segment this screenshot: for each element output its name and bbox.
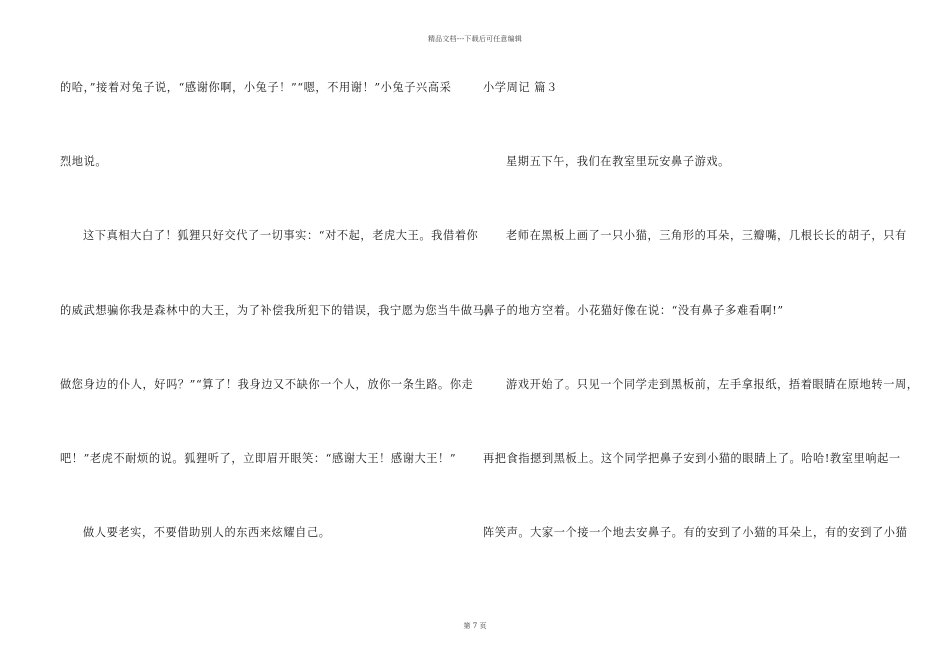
- paragraph-line: 游戏开始了。只见一个同学走到黑板前，左手拿报纸，捂着眼睛在原地转一周，: [506, 378, 919, 391]
- paragraph-line: 再把食指摁到黑板上。这个同学把鼻子安到小猫的眼睛上了。哈哈!教室里响起一: [483, 452, 901, 465]
- paragraph-line: 的哈，”接着对兔子说，“感谢你啊，小兔子！”“嗯，不用谢！”小兔子兴高采: [60, 81, 452, 94]
- paragraph-line: 星期五下午，我们在教室里玩安鼻子游戏。: [506, 155, 730, 168]
- paragraph-line: 做您身边的仆人，好吗？”“算了！我身边又不缺你一个人，放你一条生路。你走: [60, 378, 474, 391]
- paragraph-line: 吧！”老虎不耐烦的说。狐狸听了，立即眉开眼笑：“感谢大王！感谢大王！”: [60, 452, 457, 465]
- section-heading: 小学周记 篇３: [483, 81, 558, 94]
- page-header: 精品文档---下载后可任意编辑: [427, 35, 523, 43]
- paragraph-line: 的威武想骗你我是森林中的大王，为了补偿我所犯下的错误，我宁愿为您当牛做马，: [60, 304, 497, 317]
- paragraph-line: 阵笑声。大家一个接一个地去安鼻子。有的安到了小猫的耳朵上，有的安到了小猫: [483, 526, 908, 539]
- page-number: 第 7 页: [463, 622, 487, 630]
- paragraph-line: 鼻子的地方空着。小花猫好像在说：“没有鼻子多难看啊!”: [483, 304, 784, 317]
- paragraph-line: 做人要老实，不要借助别人的东西来炫耀自己。: [83, 526, 331, 539]
- paragraph-line: 烈地说。: [60, 155, 108, 168]
- paragraph-line: 老师在黑板上画了一只小猫，三角形的耳朵，三瓣嘴，几根长长的胡子，只有: [506, 229, 907, 242]
- paragraph-line: 这下真相大白了！狐狸只好交代了一切事实：“对不起，老虎大王。我借着你: [83, 229, 479, 242]
